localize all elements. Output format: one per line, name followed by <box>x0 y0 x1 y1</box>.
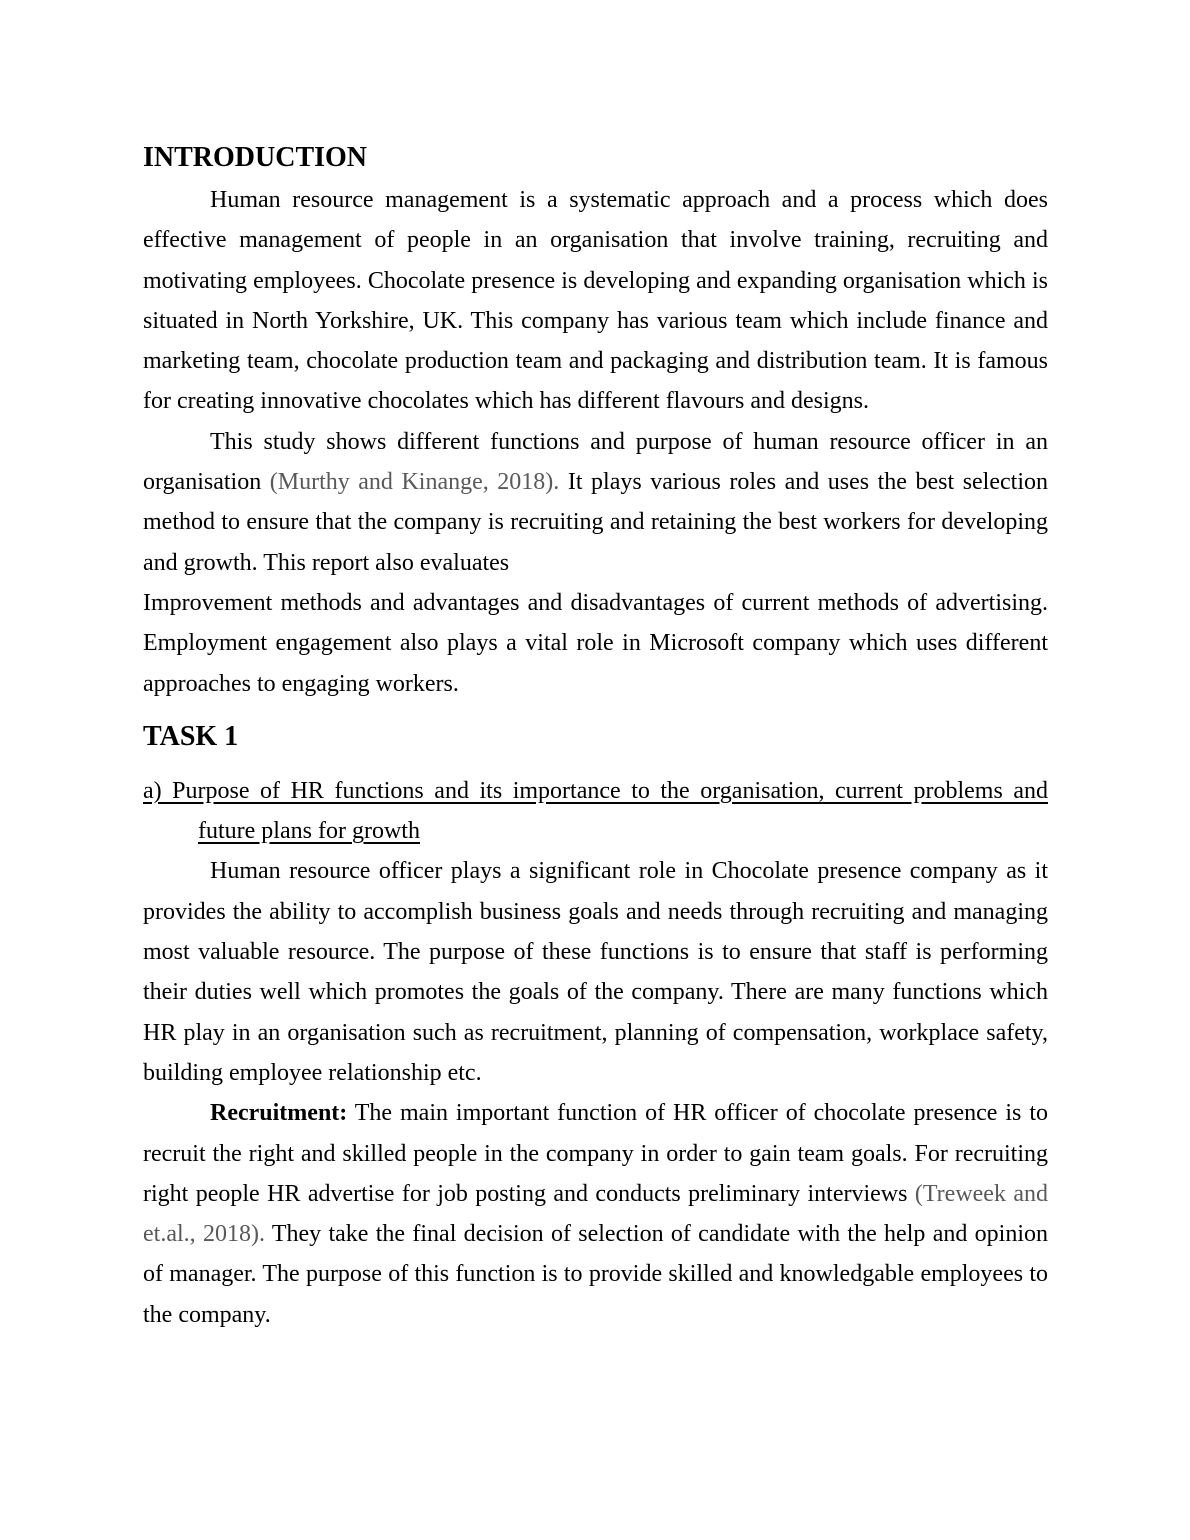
text-run: Human resource management is a systematic approach and a process which does effective management of people in an organisation that involve training, recruiting and motivating employees. Chocolate presence is developing and expanding organisation which is situated in North Yorkshire, UK. This company has various team which include finance and marketing team, chocolate production team and packaging and distribution team. It is famous for creating innovative chocolates which has different flavours and designs. <box>143 187 1048 415</box>
task-1a-paragraph-recruitment <box>143 1093 1048 1335</box>
citation-text: (Treweek and et.al., 2018). <box>143 1180 1048 1248</box>
task-1a-paragraph-1 <box>143 851 1048 1093</box>
text-run: It plays various roles and uses the best selection method to ensure that the company is recruiting and retaining the best workers for developing and growth. This report also evaluates <box>143 469 1048 576</box>
intro-paragraph-2 <box>143 422 1048 583</box>
introduction-heading: INTRODUCTION <box>143 142 368 173</box>
text-run: This study shows different functions and purpose of human resource officer in an organisation <box>143 428 1048 496</box>
text-run: The main important function of HR officer of chocolate presence is to recruit the right and skilled people in the company in order to gain team goals. For recruiting right people HR advertise for job posting and conducts preliminary interviews <box>143 1100 1048 1207</box>
task-1a-subheading <box>143 771 1048 852</box>
text-run: Improvement methods and advantages and disadvantages of current methods of advertising. Employment engagement also plays a vital role in Microsoft company which uses different approaches to engaging workers. <box>143 589 1048 697</box>
text-run: Human resource officer plays a significant role in Chocolate presence company as it provides the ability to accomplish business goals and needs through recruiting and managing most valuable resource. The purpose of these functions is to ensure that staff is performing their duties well which promotes the goals of the company. There are many functions which HR play in an organisation such as recruitment, planning of compensation, workplace safety, building employee relationship etc. <box>143 858 1048 1086</box>
intro-paragraph-1 <box>143 180 1048 422</box>
text-run: a) Purpose of HR functions and its importance to the organisation, current problems and future plans for growth <box>143 777 1048 845</box>
bold-text-run: Recruitment: <box>210 1100 348 1127</box>
task-1-heading: TASK 1 <box>143 720 239 752</box>
intro-paragraph-3 <box>143 583 1048 704</box>
citation-text: (Murthy and Kinange, 2018). <box>269 469 560 496</box>
document-content <box>143 143 1048 1335</box>
text-run: They take the final decision of selection of candidate with the help and opinion of manager. The purpose of this function is to provide skilled and knowledgable employees to the company. <box>143 1221 1048 1328</box>
